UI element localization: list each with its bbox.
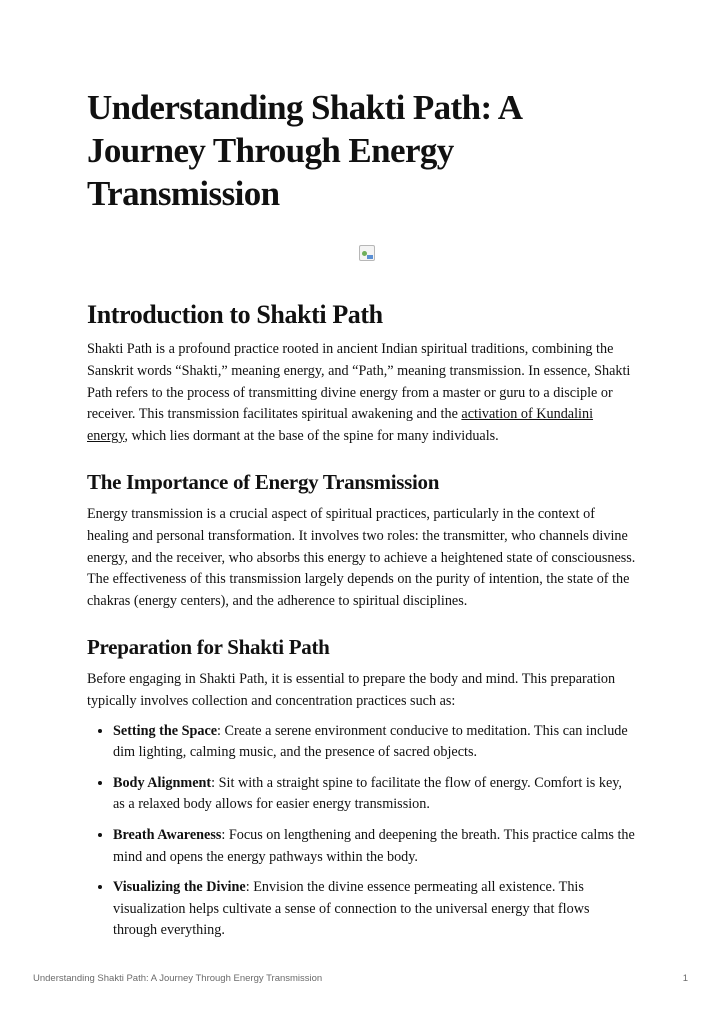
page-footer	[33, 973, 688, 984]
list-item-text: : Sit with a straight spine to facilitate the flow of energy. Comfort is key, as a relaxed body allows for easier energy transmission.	[113, 774, 622, 813]
importance-paragraph: Energy transmission is a crucial aspect of spiritual practices, particularly in the context of healing and personal transformation. It involves two roles: the transmitter, who channels divine energy, and the receiver, who absorbs this energy to achieve a heightened state of consciousness. The effectiveness of this transmission largely depends on the purity of intention, the state of the chakras (energy centers), and the adherence to spiritual disciplines.	[87, 505, 636, 610]
list-item-term: Breath Awareness	[113, 826, 222, 843]
preparation-paragraph: Before engaging in Shakti Path, it is essential to prepare the body and mind. This preparation typically involves collection and concentration practices such as:	[87, 670, 616, 709]
list-item	[113, 825, 637, 869]
broken-image-icon	[359, 245, 375, 261]
list-item	[113, 721, 637, 765]
intro-text-end: , which lies dormant at the base of the spine for many individuals.	[124, 428, 499, 445]
list-item-term: Body Alignment	[113, 774, 212, 791]
intro-paragraph	[87, 339, 637, 448]
document-body	[87, 86, 637, 951]
list-item-term: Visualizing the Divine	[113, 878, 246, 895]
preparation-list	[87, 721, 637, 943]
page-title: Understanding Shakti Path: A Journey Through Energy Transmission	[87, 88, 521, 213]
section-heading-introduction: Introduction to Shakti Path	[87, 300, 383, 329]
image-container	[87, 245, 637, 269]
list-item-text: : Create a serene environment conducive to meditation. This can include dim lighting, calming music, and the presence of sacred objects.	[113, 722, 628, 761]
list-item-text: : Envision the divine essence permeating all existence. This visualization helps cultivate a sense of connection to the universal energy that flows through everything.	[113, 878, 590, 939]
footer-title: Understanding Shakti Path: A Journey Through Energy Transmission	[33, 973, 323, 984]
list-item-text: : Focus on lengthening and deepening the breath. This practice calms the mind and opens the energy pathways within the body.	[113, 826, 635, 865]
kundalini-link[interactable]: activation of Kundalini energy	[87, 406, 594, 445]
intro-text-start: Shakti Path is a profound practice rooted in ancient Indian spiritual traditions, combining the Sanskrit words “Shakti,” meaning energy, and “Path,” meaning transmission. In essence, Shakti Path refers to the process of transmitting divine energy from a master or guru to a disciple or receiver. This transmission facilitates spiritual awakening and the	[87, 341, 631, 423]
list-item	[113, 877, 637, 942]
section-heading-preparation: Preparation for Shakti Path	[87, 634, 330, 659]
page-number: 1	[682, 973, 688, 984]
list-item	[113, 773, 637, 817]
section-heading-importance: The Importance of Energy Transmission	[87, 469, 440, 494]
list-item-term: Setting the Space	[113, 722, 218, 739]
